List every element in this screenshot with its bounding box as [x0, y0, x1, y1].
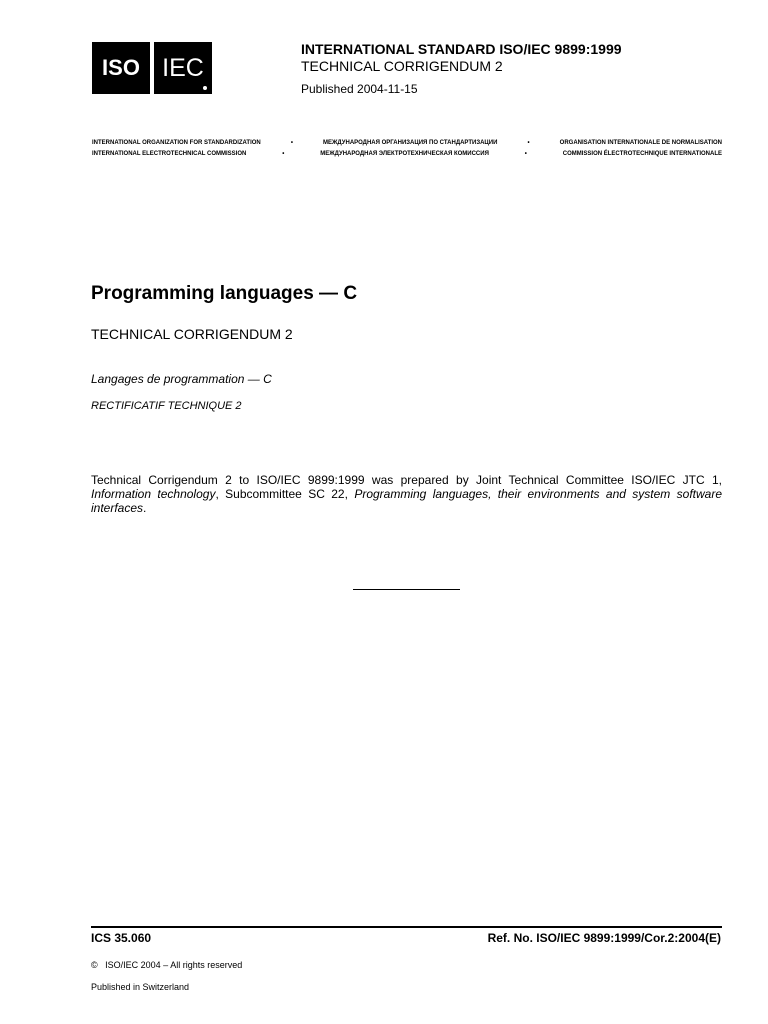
- iso-logo-text: ISO: [102, 55, 140, 80]
- footer-rule: [91, 926, 722, 928]
- copyright-symbol: ©: [91, 960, 98, 970]
- org-iso-ru: МЕЖДУНАРОДНАЯ ОРГАНИЗАЦИЯ ПО СТАНДАРТИЗАЦИИ: [323, 140, 498, 146]
- org-line-2: [92, 151, 722, 157]
- separator-line: [353, 589, 460, 590]
- iso-logo: [92, 42, 150, 94]
- bullet: •: [524, 151, 527, 157]
- para-text: , Subcommittee SC 22,: [215, 487, 355, 501]
- org-iec-ru: МЕЖДУНАРОДНАЯ ЭЛЕКТРОТЕХНИЧЕСКАЯ КОМИССИЯ: [320, 151, 489, 157]
- bullet: •: [282, 151, 285, 157]
- corrigendum-label-fr: RECTIFICATIF TECHNIQUE 2: [91, 400, 242, 412]
- org-iso-en: INTERNATIONAL ORGANIZATION FOR STANDARDIZATION: [92, 140, 261, 146]
- published-date: Published 2004-11-15: [301, 82, 418, 96]
- org-line-1: [92, 140, 722, 146]
- standard-subtitle: TECHNICAL CORRIGENDUM 2: [301, 58, 503, 74]
- published-in: Published in Switzerland: [91, 982, 190, 992]
- bullet: •: [527, 140, 530, 146]
- para-text: Technical Corrigendum 2 to ISO/IEC 9899:1999 was prepared by Joint Technical Committee ISO/IEC JTC 1,: [91, 473, 722, 487]
- iec-logo-dot: [203, 86, 207, 90]
- copyright-text: ISO/IEC 2004 – All rights reserved: [105, 960, 243, 970]
- iec-logo: [154, 42, 212, 94]
- standard-title: INTERNATIONAL STANDARD ISO/IEC 9899:1999: [301, 41, 622, 57]
- document-title: Programming languages — C: [91, 283, 358, 304]
- corrigendum-label-en: TECHNICAL CORRIGENDUM 2: [91, 326, 293, 342]
- iec-logo-text: IEC: [162, 53, 204, 82]
- reference-number: Ref. No. ISO/IEC 9899:1999/Cor.2:2004(E): [487, 931, 721, 945]
- foreword-paragraph: [91, 473, 722, 515]
- org-iec-en: INTERNATIONAL ELECTROTECHNICAL COMMISSION: [92, 151, 247, 157]
- para-italic-subcommittee: Programming languages, their environments and system software interfaces: [91, 487, 723, 515]
- bullet: •: [290, 140, 293, 146]
- ics-code: ICS 35.060: [91, 931, 152, 945]
- para-italic-committee: Information technology: [91, 487, 216, 501]
- document-title-fr: Langages de programmation — C: [91, 372, 272, 386]
- org-iec-fr: COMMISSION ÉLECTROTECHNIQUE INTERNATIONALE: [562, 151, 722, 157]
- para-text: .: [143, 501, 147, 515]
- org-iso-fr: ORGANISATION INTERNATIONALE DE NORMALISATION: [559, 140, 722, 146]
- copyright-notice: [91, 960, 242, 970]
